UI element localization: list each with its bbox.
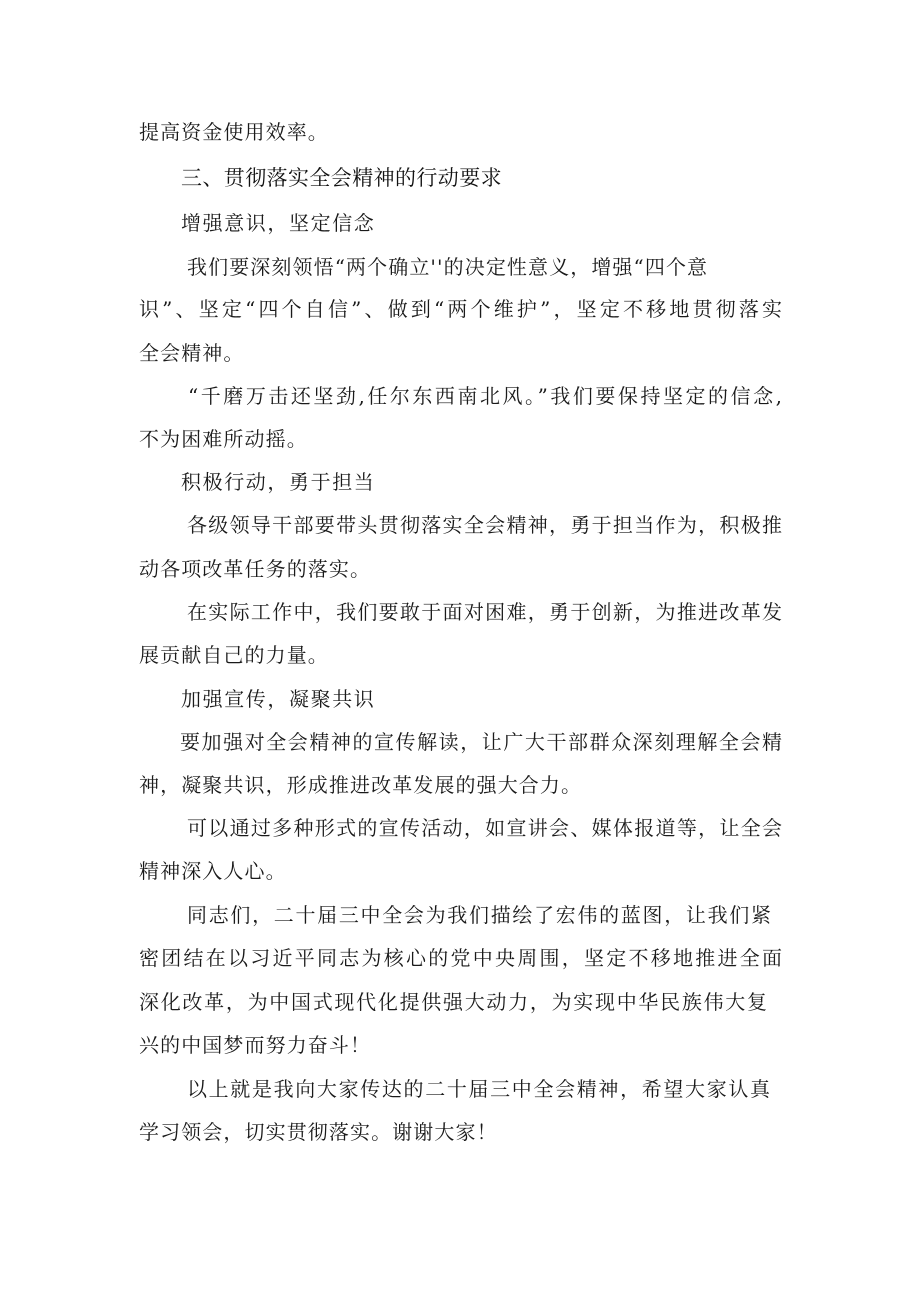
paragraph-line: 识”、坚定“四个自信”、做到“两个维护”，坚定不移地贯彻落实 xyxy=(139,297,782,321)
paragraph-line: 在实际工作中，我们要敢于面对困难，勇于创新，为推进改革发 xyxy=(187,600,782,624)
paragraph-line: 不为困难所动摇。 xyxy=(139,427,308,451)
paragraph-line: 我们要深刻领悟“两个确立''的决定性意义，增强“四个意 xyxy=(187,255,709,279)
paragraph-line: 以上就是我向大家传达的二十届三中全会精神，希望大家认真 xyxy=(187,1077,770,1101)
paragraph-line: 各级领导干部要带头贯彻落实全会精神，勇于担当作为，积极推 xyxy=(187,513,782,537)
paragraph-line: 深化改革，为中国式现代化提供强大动力，为实现中华民族伟大复 xyxy=(139,990,767,1014)
paragraph-line: 学习领会，切实贯彻落实。谢谢大家！ xyxy=(139,1120,498,1144)
paragraph-line: 展贡献自己的力量。 xyxy=(139,643,329,667)
paragraph-line: 要加强对全会精神的宣传解读，让广大干部群众深刻理解全会精 xyxy=(180,730,782,754)
paragraph-line: 动各项改革任务的落实。 xyxy=(139,557,372,581)
paragraph-line: 同志们，二十届三中全会为我们描绘了宏伟的蓝图，让我们紧 xyxy=(187,903,771,927)
paragraph-line: 密团结在以习近平同志为核心的党中央周围，坚定不移地推进全面 xyxy=(139,946,782,970)
section-heading-three: 三、贯彻落实全会精神的行动要求 xyxy=(181,166,502,190)
paragraph-line: 神，凝聚共识，形成推进改革发展的强大合力。 xyxy=(139,773,583,797)
paragraph-continuation-line: 提高资金使用效率。 xyxy=(139,120,329,144)
paragraph-line: 兴的中国梦而努力奋斗！ xyxy=(139,1033,372,1057)
paragraph-line: “千磨万击还坚劲,任尔东西南北风。”我们要保持坚定的信念, xyxy=(188,384,782,408)
paragraph-line: 全会精神。 xyxy=(139,341,245,365)
subheading-active-action: 积极行动，勇于担当 xyxy=(181,470,376,494)
paragraph-line: 精神深入人心。 xyxy=(139,859,287,883)
subheading-enhance-awareness: 增强意识，坚定信念 xyxy=(181,211,376,235)
paragraph-line: 可以通过多种形式的宣传活动，如宣讲会、媒体报道等，让全会 xyxy=(187,816,782,840)
subheading-strengthen-publicity: 加强宣传，凝聚共识 xyxy=(181,687,376,711)
